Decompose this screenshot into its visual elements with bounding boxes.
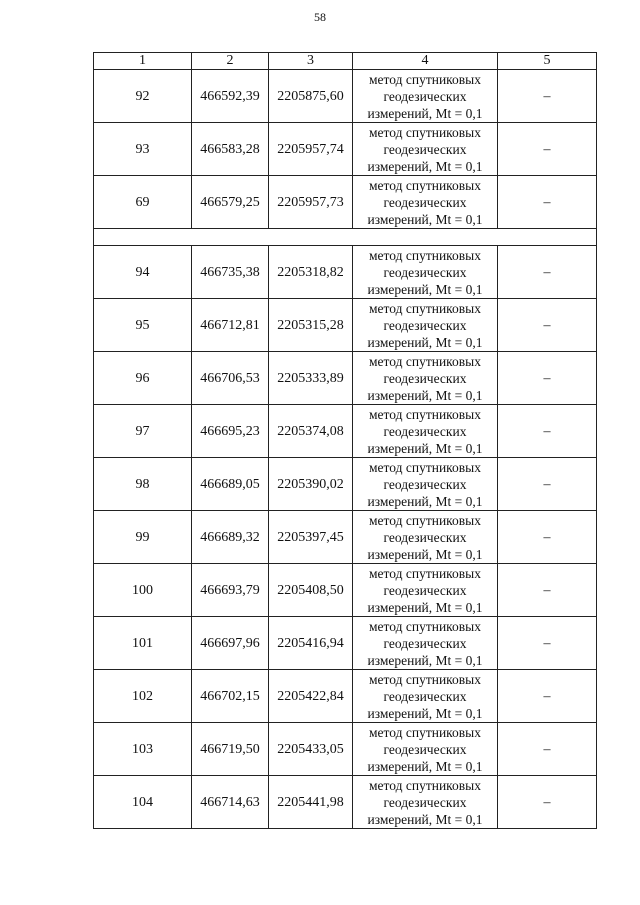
y-coordinate-cell: 2205333,89 <box>269 352 353 405</box>
x-coordinate-cell: 466706,53 <box>192 352 269 405</box>
point-number-cell: 95 <box>94 299 192 352</box>
x-coordinate-cell: 466735,38 <box>192 246 269 299</box>
note-cell: – <box>498 776 597 829</box>
table-row <box>94 458 597 511</box>
page-number: 58 <box>314 10 326 24</box>
point-number-cell: 101 <box>94 617 192 670</box>
x-coordinate-cell: 466712,81 <box>192 299 269 352</box>
method-cell: метод спутниковых геодезических измерений, Mt = 0,1 <box>353 723 498 776</box>
method-cell: метод спутниковых геодезических измерений, Mt = 0,1 <box>353 352 498 405</box>
header-cell-1: 1 <box>94 53 192 70</box>
y-coordinate-cell: 2205397,45 <box>269 511 353 564</box>
table-row <box>94 123 597 176</box>
point-number-cell: 104 <box>94 776 192 829</box>
x-coordinate-cell: 466592,39 <box>192 70 269 123</box>
header-cell-5: 5 <box>498 53 597 70</box>
note-cell: – <box>498 123 597 176</box>
note-cell: – <box>498 670 597 723</box>
y-coordinate-cell: 2205374,08 <box>269 405 353 458</box>
note-cell: – <box>498 70 597 123</box>
x-coordinate-cell: 466579,25 <box>192 176 269 229</box>
table-row <box>94 299 597 352</box>
x-coordinate-cell: 466702,15 <box>192 670 269 723</box>
table-row <box>94 511 597 564</box>
x-coordinate-cell: 466714,63 <box>192 776 269 829</box>
header-cell-2: 2 <box>192 53 269 70</box>
point-number-cell: 99 <box>94 511 192 564</box>
x-coordinate-cell: 466695,23 <box>192 405 269 458</box>
y-coordinate-cell: 2205315,28 <box>269 299 353 352</box>
header-cell-3: 3 <box>269 53 353 70</box>
point-number-cell: 92 <box>94 70 192 123</box>
y-coordinate-cell: 2205318,82 <box>269 246 353 299</box>
method-cell: метод спутниковых геодезических измерений, Mt = 0,1 <box>353 511 498 564</box>
table-row <box>94 70 597 123</box>
note-cell: – <box>498 246 597 299</box>
point-number-cell: 98 <box>94 458 192 511</box>
header-cell-4: 4 <box>353 53 498 70</box>
y-coordinate-cell: 2205390,02 <box>269 458 353 511</box>
table-row <box>94 176 597 229</box>
header-row <box>94 53 597 70</box>
x-coordinate-cell: 466697,96 <box>192 617 269 670</box>
point-number-cell: 93 <box>94 123 192 176</box>
coordinates-table-body <box>94 53 597 829</box>
point-number-cell: 103 <box>94 723 192 776</box>
note-cell: – <box>498 458 597 511</box>
y-coordinate-cell: 2205875,60 <box>269 70 353 123</box>
point-number-cell: 100 <box>94 564 192 617</box>
x-coordinate-cell: 466719,50 <box>192 723 269 776</box>
table-row <box>94 352 597 405</box>
method-cell: метод спутниковых геодезических измерений, Mt = 0,1 <box>353 617 498 670</box>
y-coordinate-cell: 2205441,98 <box>269 776 353 829</box>
table-row <box>94 723 597 776</box>
method-cell: метод спутниковых геодезических измерений, Mt = 0,1 <box>353 670 498 723</box>
x-coordinate-cell: 466689,05 <box>192 458 269 511</box>
method-cell: метод спутниковых геодезических измерений, Mt = 0,1 <box>353 299 498 352</box>
point-number-cell: 69 <box>94 176 192 229</box>
method-cell: метод спутниковых геодезических измерений, Mt = 0,1 <box>353 405 498 458</box>
y-coordinate-cell: 2205957,74 <box>269 123 353 176</box>
table-row <box>94 246 597 299</box>
method-cell: метод спутниковых геодезических измерений, Mt = 0,1 <box>353 776 498 829</box>
coordinates-table <box>93 52 597 829</box>
table-row <box>94 776 597 829</box>
separator-row <box>94 229 597 246</box>
y-coordinate-cell: 2205416,94 <box>269 617 353 670</box>
note-cell: – <box>498 299 597 352</box>
x-coordinate-cell: 466583,28 <box>192 123 269 176</box>
note-cell: – <box>498 617 597 670</box>
method-cell: метод спутниковых геодезических измерений, Mt = 0,1 <box>353 458 498 511</box>
point-number-cell: 96 <box>94 352 192 405</box>
note-cell: – <box>498 352 597 405</box>
note-cell: – <box>498 511 597 564</box>
point-number-cell: 102 <box>94 670 192 723</box>
method-cell: метод спутниковых геодезических измерений, Mt = 0,1 <box>353 564 498 617</box>
method-cell: метод спутниковых геодезических измерений, Mt = 0,1 <box>353 123 498 176</box>
x-coordinate-cell: 466689,32 <box>192 511 269 564</box>
note-cell: – <box>498 405 597 458</box>
method-cell: метод спутниковых геодезических измерений, Mt = 0,1 <box>353 176 498 229</box>
point-number-cell: 94 <box>94 246 192 299</box>
note-cell: – <box>498 564 597 617</box>
table-row <box>94 670 597 723</box>
method-cell: метод спутниковых геодезических измерений, Mt = 0,1 <box>353 246 498 299</box>
table-row <box>94 405 597 458</box>
y-coordinate-cell: 2205422,84 <box>269 670 353 723</box>
x-coordinate-cell: 466693,79 <box>192 564 269 617</box>
y-coordinate-cell: 2205408,50 <box>269 564 353 617</box>
separator-cell <box>94 229 597 246</box>
note-cell: – <box>498 176 597 229</box>
y-coordinate-cell: 2205433,05 <box>269 723 353 776</box>
note-cell: – <box>498 723 597 776</box>
point-number-cell: 97 <box>94 405 192 458</box>
table-row <box>94 564 597 617</box>
table-row <box>94 617 597 670</box>
method-cell: метод спутниковых геодезических измерений, Mt = 0,1 <box>353 70 498 123</box>
y-coordinate-cell: 2205957,73 <box>269 176 353 229</box>
